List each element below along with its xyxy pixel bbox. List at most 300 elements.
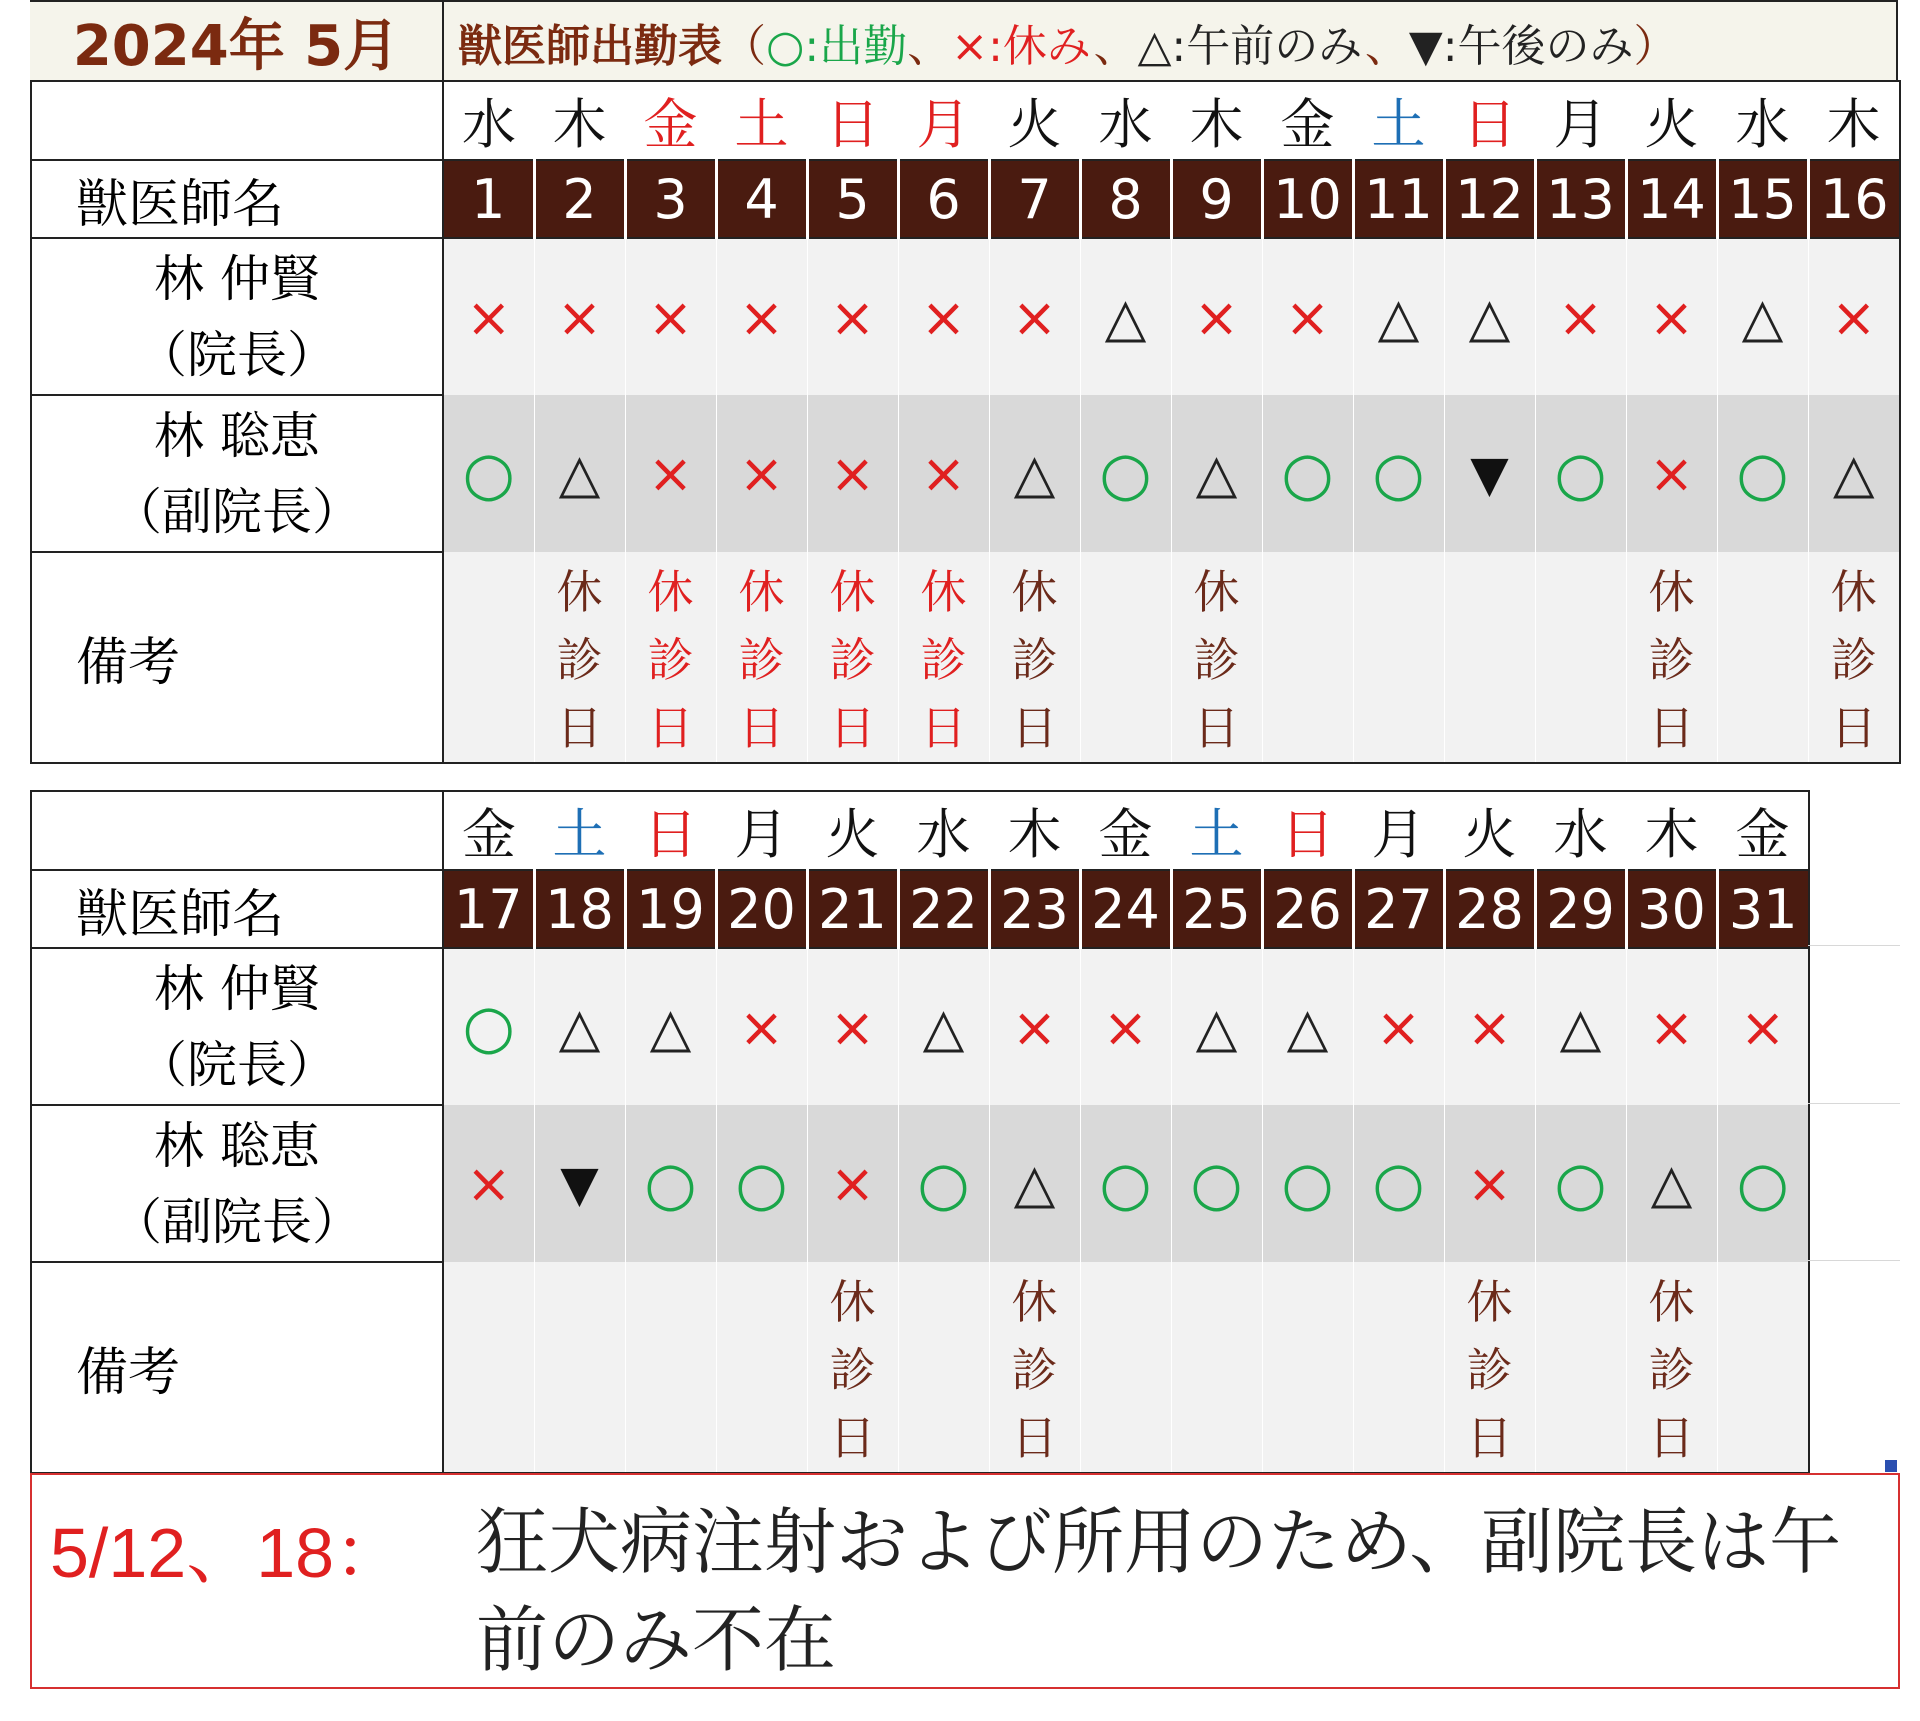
status-off-mark: × bbox=[1011, 285, 1058, 349]
note-cell bbox=[1171, 1262, 1262, 1473]
closed-day-char: 休 bbox=[556, 565, 603, 619]
date-cell: 19 bbox=[625, 870, 716, 948]
doctor-name-cell bbox=[31, 1105, 443, 1262]
closed-day-char: 診 bbox=[1466, 1343, 1513, 1397]
status-off-mark: × bbox=[829, 285, 876, 349]
closed-day-char: 日 bbox=[1011, 1411, 1058, 1465]
closed-day-char: 診 bbox=[1648, 1343, 1695, 1397]
status-cell bbox=[534, 948, 625, 1105]
status-off-mark: × bbox=[1102, 995, 1149, 1059]
weekday-cell: 水 bbox=[443, 81, 534, 160]
status-off-mark: × bbox=[647, 442, 694, 505]
status-cell bbox=[1080, 1105, 1171, 1262]
status-cell bbox=[534, 395, 625, 552]
resize-handle[interactable] bbox=[1885, 1460, 1897, 1472]
status-off-mark: × bbox=[1011, 995, 1058, 1059]
closed-day-char: 休 bbox=[1830, 565, 1877, 619]
closed-day-char: 日 bbox=[1193, 701, 1240, 755]
status-off-mark: × bbox=[829, 1152, 876, 1215]
status-ok-mark: ○ bbox=[1736, 1148, 1789, 1219]
date-cell: 18 bbox=[534, 870, 625, 948]
status-pm-mark: ▼ bbox=[1470, 444, 1509, 503]
status-cell bbox=[1262, 238, 1353, 395]
status-ok-mark: ○ bbox=[735, 1148, 788, 1219]
weekday-cell: 日 bbox=[1444, 81, 1535, 160]
weekday-cell: 金 bbox=[1080, 791, 1171, 870]
status-off-mark: × bbox=[1831, 285, 1877, 349]
weekday-cell: 金 bbox=[625, 81, 716, 160]
vet-name-label: 獣医師名 bbox=[31, 870, 443, 948]
weekday-row bbox=[31, 791, 1809, 870]
status-cell bbox=[443, 238, 534, 395]
status-am-mark: △ bbox=[1468, 285, 1511, 349]
date-cell: 21 bbox=[807, 870, 898, 948]
closed-day-char: 診 bbox=[647, 633, 694, 687]
status-cell bbox=[1171, 1105, 1262, 1262]
status-cell bbox=[807, 948, 898, 1105]
date-cell: 31 bbox=[1717, 870, 1809, 948]
closed-day-char: 診 bbox=[1830, 633, 1877, 687]
status-off-mark: × bbox=[466, 285, 512, 349]
status-off-mark: × bbox=[556, 285, 603, 349]
status-ok-mark: ○ bbox=[1099, 1148, 1152, 1219]
closed-day-char: 休 bbox=[829, 565, 876, 619]
weekday-cell: 月 bbox=[1535, 81, 1626, 160]
weekday-cell: 日 bbox=[1262, 791, 1353, 870]
doctor-name: 林 仲賢 bbox=[154, 249, 320, 308]
note-row bbox=[31, 552, 1900, 763]
date-cell: 2 bbox=[534, 160, 625, 238]
status-cell bbox=[443, 948, 534, 1105]
status-cell bbox=[1717, 395, 1808, 552]
status-am-mark: △ bbox=[558, 995, 601, 1059]
date-cell: 23 bbox=[989, 870, 1080, 948]
status-off-mark: × bbox=[738, 995, 785, 1059]
status-off-mark: × bbox=[920, 285, 967, 349]
corner-cell bbox=[31, 791, 443, 870]
note-cell bbox=[716, 552, 807, 763]
closed-day-char: 診 bbox=[1011, 633, 1058, 687]
date-row bbox=[31, 870, 1809, 948]
doctor-row bbox=[31, 238, 1900, 395]
legend-off: ×:休み bbox=[951, 21, 1094, 72]
status-off-mark: × bbox=[1375, 995, 1422, 1059]
note-cell bbox=[1262, 1262, 1353, 1473]
month-title: 2024年 5月 bbox=[72, 14, 400, 79]
status-ok-mark: ○ bbox=[917, 1148, 970, 1219]
weekday-cell: 木 bbox=[534, 81, 625, 160]
note-cell bbox=[898, 1262, 989, 1473]
closed-day-char: 日 bbox=[829, 1411, 876, 1465]
status-off-mark: × bbox=[1648, 285, 1695, 349]
note-label: 備考 bbox=[31, 552, 443, 763]
note-cell bbox=[625, 1262, 716, 1473]
note-label: 備考 bbox=[31, 1262, 443, 1473]
status-off-mark: × bbox=[1648, 442, 1695, 505]
legend-close: ） bbox=[1633, 21, 1678, 72]
status-cell bbox=[625, 238, 716, 395]
grid-line bbox=[1808, 1103, 1900, 1104]
weekday-cell: 金 bbox=[1262, 81, 1353, 160]
date-cell: 15 bbox=[1717, 160, 1808, 238]
legend-pm: ▼:午後のみ bbox=[1408, 21, 1634, 72]
status-cell bbox=[1171, 948, 1262, 1105]
weekday-cell: 金 bbox=[443, 791, 534, 870]
date-cell: 17 bbox=[443, 870, 534, 948]
note-cell bbox=[989, 1262, 1080, 1473]
status-cell bbox=[898, 238, 989, 395]
note-cell bbox=[534, 1262, 625, 1473]
status-off-mark: × bbox=[1466, 1152, 1513, 1215]
status-cell bbox=[898, 948, 989, 1105]
status-off-mark: × bbox=[1193, 285, 1240, 349]
status-cell bbox=[1262, 948, 1353, 1105]
legend-ok: ○:出勤 bbox=[766, 21, 908, 72]
status-cell bbox=[1626, 948, 1717, 1105]
date-cell: 26 bbox=[1262, 870, 1353, 948]
status-am-mark: △ bbox=[1377, 285, 1420, 349]
weekday-cell: 金 bbox=[1717, 791, 1809, 870]
doctor-name-cell bbox=[31, 948, 443, 1105]
doctor-role: （副院長） bbox=[112, 1192, 362, 1251]
legend-separator: 、 bbox=[907, 21, 952, 72]
status-am-mark: △ bbox=[1013, 442, 1056, 505]
status-cell bbox=[898, 395, 989, 552]
date-cell: 22 bbox=[898, 870, 989, 948]
closed-day-char: 休 bbox=[920, 565, 967, 619]
status-cell bbox=[1626, 1105, 1717, 1262]
status-cell bbox=[1626, 238, 1717, 395]
status-cell bbox=[1808, 395, 1900, 552]
note-cell bbox=[1626, 552, 1717, 763]
weekday-cell: 土 bbox=[1171, 791, 1262, 870]
status-am-mark: △ bbox=[1650, 1152, 1693, 1215]
status-cell bbox=[1444, 948, 1535, 1105]
status-ok-mark: ○ bbox=[462, 438, 515, 509]
note-cell bbox=[1080, 552, 1171, 763]
status-cell bbox=[1353, 948, 1444, 1105]
status-cell bbox=[989, 948, 1080, 1105]
closed-day-char: 診 bbox=[829, 1343, 876, 1397]
weekday-cell: 木 bbox=[1171, 81, 1262, 160]
status-cell bbox=[1262, 395, 1353, 552]
status-ok-mark: ○ bbox=[1190, 1148, 1243, 1219]
closed-day-char: 休 bbox=[1648, 1275, 1695, 1329]
status-cell bbox=[1080, 395, 1171, 552]
doctor-row bbox=[31, 948, 1809, 1105]
status-off-mark: × bbox=[829, 442, 876, 505]
doctor-name: 林 聡恵 bbox=[154, 406, 320, 465]
status-off-mark: × bbox=[466, 1152, 512, 1215]
status-am-mark: △ bbox=[922, 995, 965, 1059]
notice-dates: 5/12、18： bbox=[50, 1514, 405, 1592]
status-cell bbox=[1444, 395, 1535, 552]
note-cell bbox=[807, 552, 898, 763]
status-cell bbox=[1080, 948, 1171, 1105]
status-cell bbox=[1535, 395, 1626, 552]
note-cell bbox=[1535, 552, 1626, 763]
weekday-cell: 木 bbox=[989, 791, 1080, 870]
weekday-cell: 日 bbox=[807, 81, 898, 160]
note-cell bbox=[1717, 1262, 1809, 1473]
status-cell bbox=[807, 395, 898, 552]
date-cell: 5 bbox=[807, 160, 898, 238]
status-cell bbox=[443, 395, 534, 552]
closed-day-char: 休 bbox=[829, 1275, 876, 1329]
status-am-mark: △ bbox=[1286, 995, 1329, 1059]
status-cell bbox=[1717, 1105, 1809, 1262]
date-cell: 1 bbox=[443, 160, 534, 238]
status-cell bbox=[1535, 1105, 1626, 1262]
status-off-mark: × bbox=[738, 442, 785, 505]
weekday-cell: 火 bbox=[1444, 791, 1535, 870]
closed-day-char: 日 bbox=[647, 701, 694, 755]
closed-day-char: 日 bbox=[738, 701, 785, 755]
weekday-cell: 水 bbox=[1535, 791, 1626, 870]
closed-day-char: 休 bbox=[1466, 1275, 1513, 1329]
doctor-row bbox=[31, 395, 1900, 552]
status-cell bbox=[716, 238, 807, 395]
status-cell bbox=[1535, 948, 1626, 1105]
date-cell: 20 bbox=[716, 870, 807, 948]
date-cell: 3 bbox=[625, 160, 716, 238]
status-cell bbox=[1717, 948, 1809, 1105]
status-off-mark: × bbox=[829, 995, 876, 1059]
legend-open: （ bbox=[722, 21, 766, 72]
status-ok-mark: ○ bbox=[1281, 438, 1334, 509]
note-cell bbox=[1808, 552, 1900, 763]
notice-text: 狂犬病注射および所用のため、副院長は午前のみ不在 bbox=[476, 1500, 1842, 1682]
status-ok-mark: ○ bbox=[1281, 1148, 1334, 1219]
status-ok-mark: ○ bbox=[1554, 1148, 1607, 1219]
date-cell: 8 bbox=[1080, 160, 1171, 238]
status-cell bbox=[443, 1105, 534, 1262]
doctor-role: （副院長） bbox=[112, 482, 362, 541]
status-am-mark: △ bbox=[1832, 442, 1875, 505]
status-off-mark: × bbox=[1740, 995, 1786, 1059]
status-am-mark: △ bbox=[1741, 285, 1784, 349]
closed-day-char: 診 bbox=[1011, 1343, 1058, 1397]
status-cell bbox=[989, 395, 1080, 552]
weekday-cell: 火 bbox=[1626, 81, 1717, 160]
title-bar bbox=[30, 0, 1898, 80]
date-cell: 25 bbox=[1171, 870, 1262, 948]
status-cell bbox=[1444, 1105, 1535, 1262]
note-cell bbox=[1171, 552, 1262, 763]
note-cell bbox=[1444, 1262, 1535, 1473]
status-off-mark: × bbox=[1557, 285, 1604, 349]
closed-day-char: 休 bbox=[1011, 565, 1058, 619]
status-ok-mark: ○ bbox=[1736, 438, 1789, 509]
weekday-cell: 土 bbox=[1353, 81, 1444, 160]
heading-text: 獣医師出勤表 bbox=[458, 21, 722, 72]
status-cell bbox=[1353, 1105, 1444, 1262]
closed-day-char: 日 bbox=[1466, 1411, 1513, 1465]
note-cell bbox=[716, 1262, 807, 1473]
status-cell bbox=[989, 1105, 1080, 1262]
status-cell bbox=[1080, 238, 1171, 395]
weekday-cell: 木 bbox=[1808, 81, 1900, 160]
status-cell bbox=[1717, 238, 1808, 395]
status-ok-mark: ○ bbox=[1554, 438, 1607, 509]
schedule-heading bbox=[458, 2, 1678, 82]
date-cell: 12 bbox=[1444, 160, 1535, 238]
date-cell: 6 bbox=[898, 160, 989, 238]
doctor-name: 林 聡恵 bbox=[154, 1116, 320, 1175]
status-off-mark: × bbox=[1284, 285, 1331, 349]
note-cell bbox=[1444, 552, 1535, 763]
closed-day-char: 休 bbox=[1193, 565, 1240, 619]
date-cell: 10 bbox=[1262, 160, 1353, 238]
note-cell bbox=[534, 552, 625, 763]
note-cell bbox=[1535, 1262, 1626, 1473]
status-cell bbox=[625, 1105, 716, 1262]
status-am-mark: △ bbox=[649, 995, 692, 1059]
closed-day-char: 日 bbox=[920, 701, 967, 755]
closed-day-char: 休 bbox=[1011, 1275, 1058, 1329]
date-cell: 28 bbox=[1444, 870, 1535, 948]
status-cell bbox=[1262, 1105, 1353, 1262]
status-am-mark: △ bbox=[1104, 285, 1147, 349]
closed-day-char: 日 bbox=[1648, 1411, 1695, 1465]
date-cell: 9 bbox=[1171, 160, 1262, 238]
status-ok-mark: ○ bbox=[644, 1148, 697, 1219]
status-am-mark: △ bbox=[1013, 1152, 1056, 1215]
date-cell: 4 bbox=[716, 160, 807, 238]
date-cell: 13 bbox=[1535, 160, 1626, 238]
legend bbox=[722, 10, 1678, 74]
grid-line bbox=[1808, 1260, 1900, 1261]
status-ok-mark: ○ bbox=[1372, 438, 1425, 509]
closed-day-char: 休 bbox=[1648, 565, 1695, 619]
status-am-mark: △ bbox=[1195, 995, 1238, 1059]
status-off-mark: × bbox=[647, 285, 694, 349]
closed-day-char: 休 bbox=[647, 565, 694, 619]
status-ok-mark: ○ bbox=[1099, 438, 1152, 509]
schedule-table-week2 bbox=[30, 790, 1810, 1474]
doctor-name-cell bbox=[31, 238, 443, 395]
note-cell bbox=[1626, 1262, 1717, 1473]
date-cell: 7 bbox=[989, 160, 1080, 238]
weekday-cell: 水 bbox=[1080, 81, 1171, 160]
status-cell bbox=[1535, 238, 1626, 395]
weekday-cell: 月 bbox=[1353, 791, 1444, 870]
status-cell bbox=[1353, 238, 1444, 395]
status-am-mark: △ bbox=[558, 442, 601, 505]
date-cell: 27 bbox=[1353, 870, 1444, 948]
date-cell: 29 bbox=[1535, 870, 1626, 948]
weekday-cell: 木 bbox=[1626, 791, 1717, 870]
doctor-role: （院長） bbox=[137, 1035, 337, 1094]
note-cell bbox=[1080, 1262, 1171, 1473]
doctor-name: 林 仲賢 bbox=[154, 959, 320, 1018]
vet-name-label: 獣医師名 bbox=[31, 160, 443, 238]
status-cell bbox=[716, 1105, 807, 1262]
weekday-cell: 土 bbox=[534, 791, 625, 870]
weekday-cell: 水 bbox=[898, 791, 989, 870]
status-cell bbox=[1444, 238, 1535, 395]
status-cell bbox=[989, 238, 1080, 395]
status-cell bbox=[625, 395, 716, 552]
note-cell bbox=[443, 1262, 534, 1473]
note-cell bbox=[1262, 552, 1353, 763]
doctor-row bbox=[31, 1105, 1809, 1262]
note-cell bbox=[1353, 552, 1444, 763]
status-cell bbox=[1808, 238, 1900, 395]
closed-day-char: 診 bbox=[829, 633, 876, 687]
status-cell bbox=[898, 1105, 989, 1262]
status-off-mark: × bbox=[920, 442, 967, 505]
status-am-mark: △ bbox=[1195, 442, 1238, 505]
note-row bbox=[31, 1262, 1809, 1473]
weekday-cell: 火 bbox=[807, 791, 898, 870]
legend-am: △:午前のみ bbox=[1137, 21, 1365, 72]
weekday-cell: 土 bbox=[716, 81, 807, 160]
closed-day-char: 診 bbox=[556, 633, 603, 687]
status-cell bbox=[1171, 395, 1262, 552]
status-cell bbox=[716, 948, 807, 1105]
date-cell: 16 bbox=[1808, 160, 1900, 238]
status-cell bbox=[807, 238, 898, 395]
note-cell bbox=[625, 552, 716, 763]
notice-box bbox=[30, 1473, 1900, 1689]
weekday-cell: 水 bbox=[1717, 81, 1808, 160]
weekday-cell: 月 bbox=[716, 791, 807, 870]
weekday-row bbox=[31, 81, 1900, 160]
status-cell bbox=[534, 238, 625, 395]
status-am-mark: △ bbox=[1559, 995, 1602, 1059]
status-cell bbox=[1626, 395, 1717, 552]
title-divider bbox=[442, 2, 444, 82]
closed-day-char: 日 bbox=[1830, 701, 1877, 755]
closed-day-char: 日 bbox=[556, 701, 603, 755]
closed-day-char: 日 bbox=[829, 701, 876, 755]
closed-day-char: 日 bbox=[1648, 701, 1695, 755]
status-cell bbox=[1353, 395, 1444, 552]
doctor-name-cell bbox=[31, 395, 443, 552]
note-cell bbox=[443, 552, 534, 763]
status-cell bbox=[716, 395, 807, 552]
doctor-role: （院長） bbox=[137, 325, 337, 384]
status-ok-mark: ○ bbox=[462, 992, 515, 1062]
status-off-mark: × bbox=[738, 285, 785, 349]
legend-separator: 、 bbox=[1093, 21, 1138, 72]
date-row bbox=[31, 160, 1900, 238]
corner-cell bbox=[31, 81, 443, 160]
note-cell bbox=[1717, 552, 1808, 763]
note-cell bbox=[989, 552, 1080, 763]
closed-day-char: 休 bbox=[738, 565, 785, 619]
status-pm-mark: ▼ bbox=[560, 1154, 599, 1213]
status-off-mark: × bbox=[1466, 995, 1513, 1059]
closed-day-char: 診 bbox=[1648, 633, 1695, 687]
weekday-cell: 火 bbox=[989, 81, 1080, 160]
legend-separator: 、 bbox=[1364, 21, 1409, 72]
schedule-table-week1 bbox=[30, 80, 1901, 764]
closed-day-char: 診 bbox=[1193, 633, 1240, 687]
note-cell bbox=[898, 552, 989, 763]
date-cell: 14 bbox=[1626, 160, 1717, 238]
status-cell bbox=[534, 1105, 625, 1262]
date-cell: 24 bbox=[1080, 870, 1171, 948]
weekday-cell: 月 bbox=[898, 81, 989, 160]
note-cell bbox=[1353, 1262, 1444, 1473]
closed-day-char: 診 bbox=[738, 633, 785, 687]
weekday-cell: 日 bbox=[625, 791, 716, 870]
closed-day-char: 診 bbox=[920, 633, 967, 687]
closed-day-char: 日 bbox=[1011, 701, 1058, 755]
grid-line bbox=[1808, 945, 1900, 946]
